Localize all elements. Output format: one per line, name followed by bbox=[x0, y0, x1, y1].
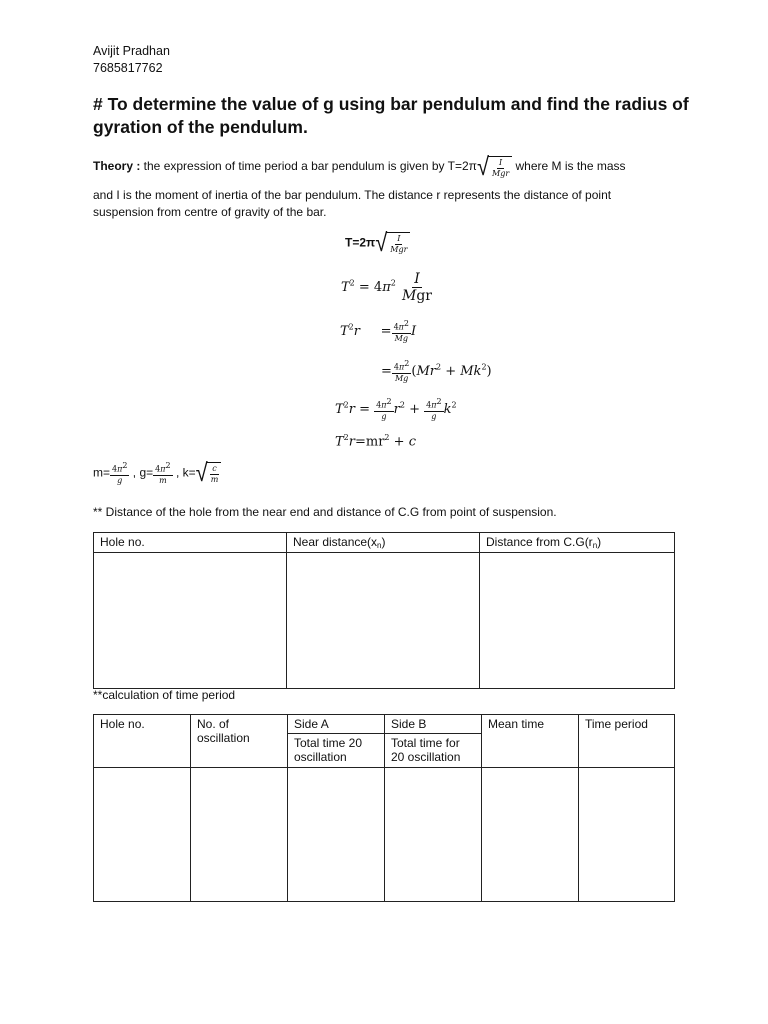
header-near-distance: Near $distance(x_n)$ bbox=[287, 533, 480, 553]
equation-2: $T^2 = 4\pi^2$ $\frac{I}{\text{Mgr}}$ bbox=[341, 271, 432, 304]
equation-3: $T^2r$ = $\frac{4\pi^2}{Mg}$ I bbox=[340, 319, 417, 343]
theory-line-3: suspension from centre of gravity of the bar. bbox=[93, 205, 327, 219]
header-side-a: Side A bbox=[288, 715, 385, 734]
theory-text-2: where M is the mass bbox=[512, 159, 626, 174]
theory-line-1 bbox=[93, 152, 626, 181]
theory-line-2: and I is the moment of inertia of the bar pendulum. The distance r represents the distance of point bbox=[93, 188, 612, 202]
header-distance-cg: Distance from $C.G(r_n)$ bbox=[480, 533, 675, 553]
time-period-table bbox=[93, 714, 675, 902]
author-name: Avijit Pradhan bbox=[93, 44, 170, 58]
header-hole-no-2: Hole no. bbox=[94, 715, 191, 768]
theory-label: Theory : bbox=[93, 159, 144, 174]
author-phone: 7685817762 bbox=[93, 61, 163, 75]
page-title: # To determine the value of g using bar pendulum and find the radius of gyration of the pendulum. bbox=[93, 94, 689, 137]
equation-1: T=2π √ $\frac{I}{\text{Mgr}}$ bbox=[345, 232, 410, 254]
header-no-of-oscillation: No. of oscillation bbox=[191, 715, 288, 768]
definitions-line: m= $\frac{4\pi^2}{g}$ , g= $\frac{4\pi^2}{m}$ , k= √ $\frac{c}{m}$ bbox=[93, 462, 221, 485]
header-side-b: Side B bbox=[385, 715, 482, 734]
subheader-side-a: Total time 20 oscillation bbox=[288, 734, 385, 768]
section-2-title: **calculation of time period bbox=[93, 688, 236, 702]
equation-4: = $\frac{4\pi^2}{Mg}$ $(Mr^2 + Mk^2)$ bbox=[381, 359, 492, 383]
equation-6: $T^2r=mr^2 + c$ bbox=[335, 433, 416, 450]
theory-formula: T=2π √ $\frac{I}{\text{Mgr}}$ bbox=[448, 159, 513, 173]
table-cell bbox=[385, 768, 482, 902]
table-cell bbox=[480, 553, 675, 689]
header-hole-no: Hole no. bbox=[94, 533, 287, 553]
theory-text-1: the expression of time period a bar pendulum is given by bbox=[143, 159, 448, 174]
header-mean-time: Mean time bbox=[482, 715, 579, 768]
table-cell bbox=[482, 768, 579, 902]
table-cell bbox=[191, 768, 288, 902]
header-time-period: Time period bbox=[579, 715, 675, 768]
table-cell bbox=[94, 768, 191, 902]
table-cell bbox=[287, 553, 480, 689]
section-1-title: ** Distance of the hole from the near end and distance of C.G from point of suspension. bbox=[93, 505, 557, 519]
subheader-side-b: Total time for 20 oscillation bbox=[385, 734, 482, 768]
equation-5: $T^2r$ = $\frac{4\pi^2}{g}$ $r^2$ + $\frac{4\pi^2}{g}$ $k^2$ bbox=[335, 397, 457, 421]
distance-table bbox=[93, 532, 675, 689]
table-cell bbox=[288, 768, 385, 902]
table-cell bbox=[579, 768, 675, 902]
table-cell bbox=[94, 553, 287, 689]
